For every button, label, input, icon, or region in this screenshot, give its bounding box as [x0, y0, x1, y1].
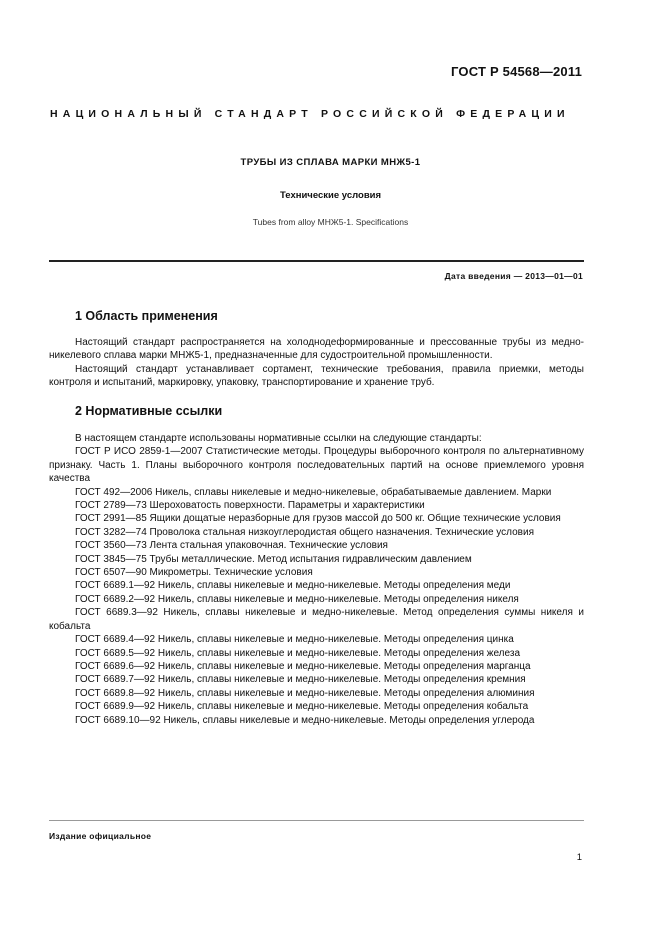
reference-item: ГОСТ 6689.7—92 Никель, сплавы никелевые и медно-никелевые. Методы определения кремния	[75, 674, 526, 686]
reference-item: ГОСТ 6689.1—92 Никель, сплавы никелевые и медно-никелевые. Методы определения меди	[75, 580, 511, 592]
reference-item: ГОСТ 6689.6—92 Никель, сплавы никелевые и медно-никелевые. Методы определения марганца	[75, 660, 531, 672]
section-2-heading: 2 Нормативные ссылки	[75, 404, 223, 418]
introduction-date: Дата введения — 2013—01—01	[444, 271, 583, 281]
section-2-intro: В настоящем стандарте использованы нормативные ссылки на следующие стандарты:	[75, 433, 482, 444]
reference-item: ГОСТ 6689.9—92 Никель, сплавы никелевые и медно-никелевые. Методы определения кобальта	[75, 701, 529, 713]
document-code: ГОСТ Р 54568—2011	[451, 64, 582, 79]
reference-item: ГОСТ 6689.3—92 Никель, сплавы никелевые и медно-никелевые. Метод определения суммы никеля и кобальта	[49, 607, 584, 632]
reference-item: ГОСТ 6689.5—92 Никель, сплавы никелевые и медно-никелевые. Методы определения железа	[75, 647, 521, 659]
reference-item: ГОСТ 6689.2—92 Никель, сплавы никелевые и медно-никелевые. Методы определения никеля	[75, 593, 519, 605]
reference-item: ГОСТ 492—2006 Никель, сплавы никелевые и медно-никелевые, обрабатываемые давлением. Марки	[75, 486, 552, 498]
section-1-body	[49, 336, 584, 390]
reference-item: ГОСТ 6689.4—92 Никель, сплавы никелевые и медно-никелевые. Методы определения цинка	[75, 634, 514, 646]
english-title: Tubes from alloy МНЖ5-1. Specifications	[252, 217, 409, 227]
reference-item: ГОСТ 6689.8—92 Никель, сплавы никелевые и медно-никелевые. Методы определения алюминия	[75, 687, 535, 699]
reference-item: ГОСТ Р ИСО 2859-1—2007 Статистические методы. Процедуры выборочного контроля по альтернативному признаку. Часть 1. Планы выборочного контроля последовательных партий на основе приемлемого уровня качества	[49, 446, 584, 485]
reference-item: ГОСТ 3560—73 Лента стальная упаковочная. Технические условия	[75, 540, 388, 552]
document-subtitle: Технические условия	[279, 190, 382, 201]
reference-item: ГОСТ 3845—75 Трубы металлические. Метод испытания гидравлическим давлением	[75, 553, 472, 565]
section-1-heading: 1 Область применения	[75, 309, 218, 323]
reference-item: ГОСТ 2789—73 Шероховатость поверхности. Параметры и характеристики	[75, 500, 425, 512]
footer-divider	[49, 820, 584, 821]
reference-item: ГОСТ 2991—85 Ящики дощатые неразборные для грузов массой до 500 кг. Общие технические условия	[75, 513, 561, 525]
official-edition-note: Издание официальное	[49, 831, 152, 841]
reference-item: ГОСТ 6507—90 Микрометры. Технические условия	[75, 567, 313, 579]
document-title: ТРУБЫ ИЗ СПЛАВА МАРКИ МНЖ5-1	[240, 157, 421, 168]
title-divider	[49, 260, 584, 262]
reference-item: ГОСТ 6689.10—92 Никель, сплавы никелевые и медно-никелевые. Методы определения углерода	[75, 714, 535, 726]
section-1-paragraph: Настоящий стандарт устанавливает сортамент, технические требования, правила приемки, методы контроля и испытаний, маркировку, упаковку, транспортирование и хранение труб.	[49, 363, 584, 389]
national-standard-banner: НАЦИОНАЛЬНЫЙ СТАНДАРТ РОССИЙСКОЙ ФЕДЕРАЦИИ	[50, 108, 570, 120]
section-2-body	[49, 432, 584, 727]
reference-item: ГОСТ 3282—74 Проволока стальная низкоуглеродистая общего назначения. Технические условия	[75, 526, 534, 538]
page-number: 1	[576, 852, 582, 863]
section-1-paragraph: Настоящий стандарт распространяется на холоднодеформированные и прессованные трубы из медно-никелевого сплава марки МНЖ5-1, предназначенные для судостроительной промышленности.	[49, 337, 584, 362]
